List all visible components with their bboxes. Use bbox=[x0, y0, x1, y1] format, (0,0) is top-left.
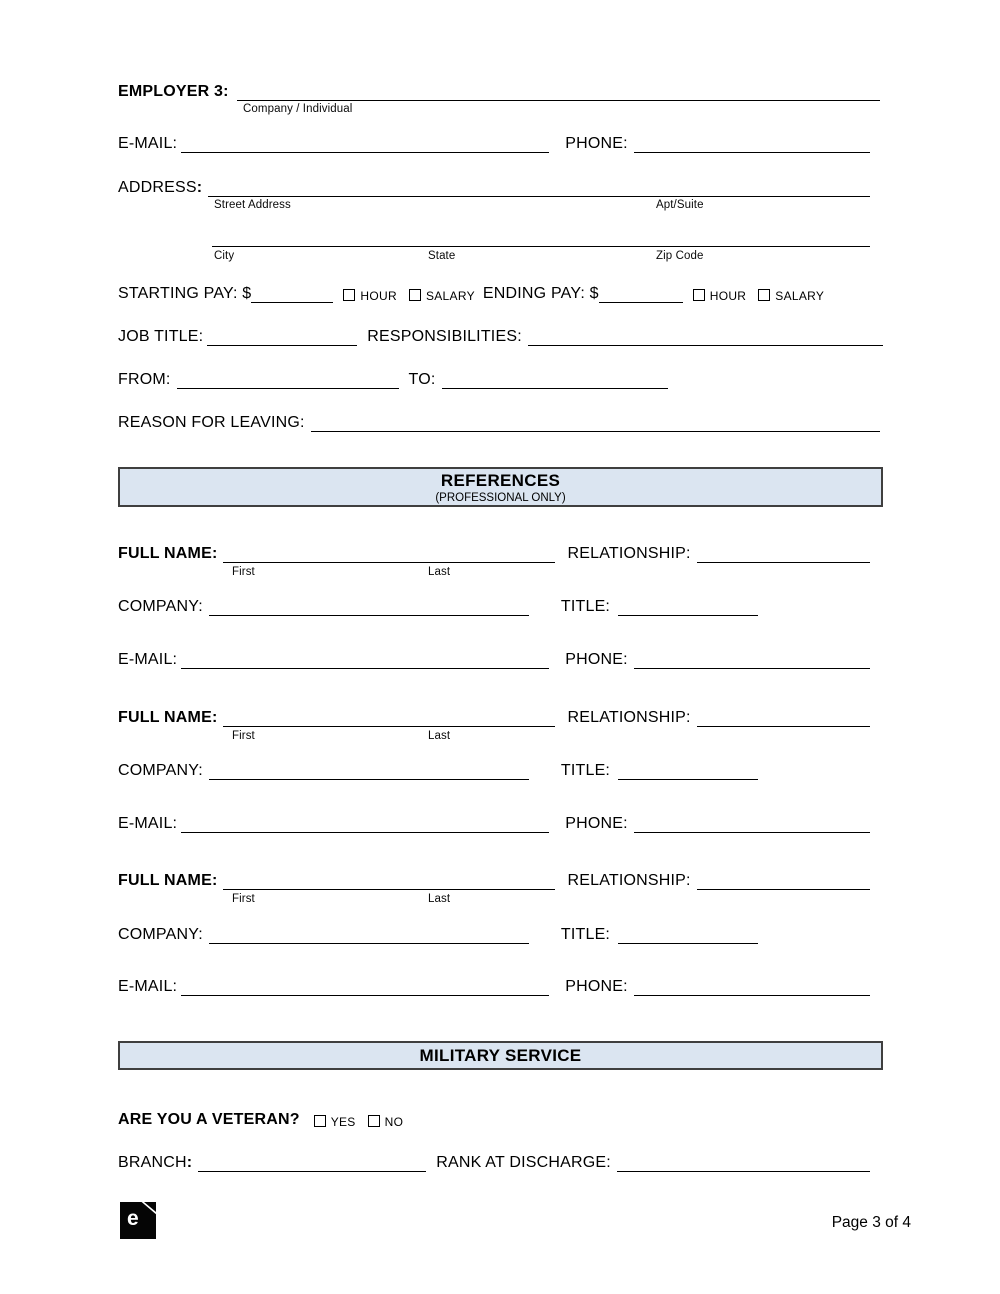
ref2-phone-field[interactable] bbox=[634, 827, 870, 833]
last-caption: Last bbox=[428, 893, 451, 905]
salary-label: SALARY bbox=[775, 288, 825, 303]
responsibilities-field[interactable] bbox=[528, 340, 883, 346]
ref2-email-field[interactable] bbox=[181, 827, 549, 833]
job-title-row bbox=[118, 327, 883, 346]
relationship-label: RELATIONSHIP: bbox=[567, 872, 691, 890]
phone-label: PHONE: bbox=[565, 815, 628, 833]
employer-email-field[interactable] bbox=[181, 147, 549, 153]
email-label: E-MAIL: bbox=[118, 978, 178, 996]
company-label: COMPANY: bbox=[118, 598, 203, 616]
ref1-relationship-field[interactable] bbox=[697, 557, 870, 563]
ref1-phone-field[interactable] bbox=[634, 663, 870, 669]
apt-suite-caption: Apt/Suite bbox=[656, 199, 704, 211]
company-label: COMPANY: bbox=[118, 762, 203, 780]
logo-letter: e bbox=[127, 1207, 139, 1230]
pay-row bbox=[118, 284, 883, 303]
company-individual-caption: Company / Individual bbox=[243, 103, 353, 115]
hour-label: HOUR bbox=[709, 288, 747, 303]
veteran-yes-checkbox[interactable] bbox=[314, 1115, 326, 1127]
ending-pay-field[interactable] bbox=[599, 297, 683, 303]
relationship-label: RELATIONSHIP: bbox=[567, 545, 691, 563]
phone-label: PHONE: bbox=[565, 978, 628, 996]
ref3-email-field[interactable] bbox=[181, 990, 549, 996]
employer3-row bbox=[118, 82, 883, 101]
starting-pay-hour-checkbox[interactable] bbox=[343, 289, 355, 301]
ending-pay-salary-checkbox[interactable] bbox=[758, 289, 770, 301]
branch-label: BRANCH bbox=[118, 1154, 187, 1172]
starting-pay-salary-checkbox[interactable] bbox=[409, 289, 421, 301]
phone-label: PHONE: bbox=[565, 651, 628, 669]
ref2-company-field[interactable] bbox=[209, 774, 529, 780]
company-label: COMPANY: bbox=[118, 926, 203, 944]
employer-address-row bbox=[118, 178, 883, 197]
ref1-full-name-field[interactable] bbox=[223, 557, 555, 563]
email-label: E-MAIL: bbox=[118, 135, 178, 153]
branch-colon: : bbox=[186, 1154, 193, 1172]
references-subtitle: (PROFESSIONAL ONLY) bbox=[435, 491, 566, 504]
zip-code-caption: Zip Code bbox=[656, 250, 704, 262]
full-name-label: FULL NAME: bbox=[118, 545, 218, 563]
ref1-full-name-row bbox=[118, 544, 883, 563]
street-address-field[interactable] bbox=[208, 191, 870, 197]
references-section-header bbox=[118, 467, 883, 507]
veteran-question-label: ARE YOU A VETERAN? bbox=[118, 1111, 300, 1129]
ref2-company-row bbox=[118, 761, 883, 780]
ending-pay-hour-checkbox[interactable] bbox=[693, 289, 705, 301]
veteran-row bbox=[118, 1110, 883, 1129]
ending-pay-label: ENDING PAY: $ bbox=[482, 285, 599, 303]
employer-address-line2-row bbox=[118, 228, 883, 247]
ref3-company-row bbox=[118, 925, 883, 944]
starting-pay-field[interactable] bbox=[251, 297, 333, 303]
ref1-title-field[interactable] bbox=[618, 610, 758, 616]
ref3-phone-field[interactable] bbox=[634, 990, 870, 996]
address-colon: : bbox=[196, 179, 203, 197]
ref3-relationship-field[interactable] bbox=[697, 884, 870, 890]
salary-label: SALARY bbox=[425, 288, 475, 303]
state-caption: State bbox=[428, 250, 456, 262]
title-label: TITLE: bbox=[560, 926, 611, 944]
from-date-field[interactable] bbox=[177, 383, 399, 389]
branch-rank-row bbox=[118, 1153, 883, 1172]
email-label: E-MAIL: bbox=[118, 815, 178, 833]
ref2-email-phone-row bbox=[118, 814, 883, 833]
no-label: NO bbox=[384, 1114, 404, 1129]
ref3-full-name-field[interactable] bbox=[223, 884, 555, 890]
reason-for-leaving-field[interactable] bbox=[311, 426, 880, 432]
first-caption: First bbox=[232, 730, 255, 742]
ref3-email-phone-row bbox=[118, 977, 883, 996]
phone-label: PHONE: bbox=[565, 135, 628, 153]
branch-field[interactable] bbox=[198, 1166, 426, 1172]
title-label: TITLE: bbox=[560, 762, 611, 780]
reason-for-leaving-row bbox=[118, 413, 883, 432]
ref3-title-field[interactable] bbox=[618, 938, 758, 944]
ref1-company-row bbox=[118, 597, 883, 616]
ref3-company-field[interactable] bbox=[209, 938, 529, 944]
employer3-heading: EMPLOYER 3: bbox=[118, 83, 229, 101]
relationship-label: RELATIONSHIP: bbox=[567, 709, 691, 727]
ref2-relationship-field[interactable] bbox=[697, 721, 870, 727]
starting-pay-label: STARTING PAY: $ bbox=[118, 285, 252, 303]
veteran-no-checkbox[interactable] bbox=[368, 1115, 380, 1127]
title-label: TITLE: bbox=[560, 598, 611, 616]
page-number: Page 3 of 4 bbox=[831, 1214, 911, 1231]
rank-at-discharge-field[interactable] bbox=[617, 1166, 870, 1172]
ref1-company-field[interactable] bbox=[209, 610, 529, 616]
address-label: ADDRESS bbox=[118, 179, 197, 197]
job-title-label: JOB TITLE: bbox=[118, 328, 204, 346]
job-title-field[interactable] bbox=[207, 340, 357, 346]
ref1-email-field[interactable] bbox=[181, 663, 549, 669]
references-title: REFERENCES bbox=[440, 470, 561, 490]
yes-label: YES bbox=[330, 1114, 356, 1129]
full-name-label: FULL NAME: bbox=[118, 709, 218, 727]
reason-for-leaving-label: REASON FOR LEAVING: bbox=[118, 414, 305, 432]
employer-phone-field[interactable] bbox=[634, 147, 870, 153]
to-date-field[interactable] bbox=[442, 383, 668, 389]
ref2-title-field[interactable] bbox=[618, 774, 758, 780]
eforms-logo bbox=[120, 1202, 156, 1239]
from-label: FROM: bbox=[118, 371, 171, 389]
employer-name-field[interactable] bbox=[237, 95, 880, 101]
hour-label: HOUR bbox=[360, 288, 397, 303]
city-caption: City bbox=[214, 250, 235, 262]
ref3-full-name-row bbox=[118, 871, 883, 890]
first-caption: First bbox=[232, 566, 255, 578]
city-state-zip-field[interactable] bbox=[212, 241, 870, 247]
full-name-label: FULL NAME: bbox=[118, 872, 218, 890]
to-label: TO: bbox=[408, 371, 436, 389]
military-service-title: MILITARY SERVICE bbox=[419, 1045, 582, 1065]
last-caption: Last bbox=[428, 730, 451, 742]
ref1-email-phone-row bbox=[118, 650, 883, 669]
street-address-caption: Street Address bbox=[214, 199, 291, 211]
military-service-section-header bbox=[118, 1041, 883, 1070]
last-caption: Last bbox=[428, 566, 451, 578]
rank-at-discharge-label: RANK AT DISCHARGE: bbox=[436, 1154, 611, 1172]
email-label: E-MAIL: bbox=[118, 651, 178, 669]
employer-email-phone-row bbox=[118, 134, 883, 153]
employment-dates-row bbox=[118, 370, 883, 389]
responsibilities-label: RESPONSIBILITIES: bbox=[367, 328, 522, 346]
first-caption: First bbox=[232, 893, 255, 905]
ref2-full-name-row bbox=[118, 708, 883, 727]
ref2-full-name-field[interactable] bbox=[223, 721, 555, 727]
